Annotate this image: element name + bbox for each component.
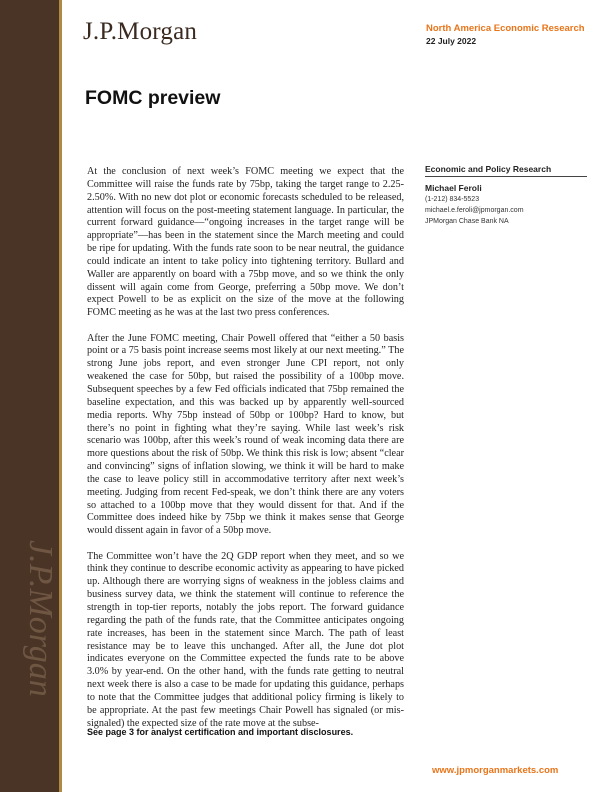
series-name: North America Economic Research xyxy=(426,23,585,34)
jpmorgan-watermark-logo xyxy=(10,540,70,710)
analyst-name: Michael Feroli xyxy=(425,183,482,193)
disclosure-note: See page 3 for analyst certification and important disclosures. xyxy=(87,727,354,737)
body-paragraph: The Committee won’t have the 2Q GDP report when they meet, and so we think they continue to describe economic activity as appearing to have picked up. Although there are worrying signs of weakness in the jobless claims and business survey data, we think the statement will continue to reference the strength in top-tier reports, notably the jobs report. The forward guidance regarding the path of the funds rate, that the Committee anticipates ongoing rate increases, has been in the statement since March. The path of least resistance may be to leave this unchanged. After all, the June dot plot indicates everyone on the Committee expected the funds rate to be above 3.0% by year-end. On the other hand, with the funds rate getting to neutral next week there is also a case to be made for updating this guidance, perhaps to note that the Committee judges that additional policy firming is likely to be appropriate. At the past few meetings Chair Powell has signaled (or mis-signaled) the expected size of the rate move at the subse- xyxy=(87,550,404,729)
page-title: FOMC preview xyxy=(85,87,221,109)
report-header xyxy=(426,23,585,46)
body-paragraph: After the June FOMC meeting, Chair Powell offered that “either a 50 basis point or a 75 basis point increase seems most likely at our next meeting.” The strong June jobs report, and even stronger June CPI report, not only weakened the case for 50bp, but raised the possibility of a 100bp move. Subsequent speeches by a few Fed officials indicated that 75bp remained the baseline expectation, and this was backed up by apparently well-sourced media reports. Why 75bp instead of 50bp or 100bp? Hard to know, but there’s no point in fighting what they’re saying. While last week’s risk scenario was 100bp, after this week’s round of weak incoming data there are more questions about the risk of 50bp. We think this risk is low; absent “clear and convincing” signs of inflation slowing, we think it will be hard to make the case to leave policy still in accommodative territory after next week’s meeting. Judging from recent Fed-speak, we don’t think there are any voters so attached to a 100bp move that they would dissent for that. And if the Committee does indeed hike by 75bp we think it makes sense that George would dissent again in favor of a 50bp move. xyxy=(87,332,404,537)
body-text xyxy=(87,166,404,743)
analyst-info xyxy=(425,164,587,226)
department-heading: Economic and Policy Research xyxy=(425,164,587,177)
analyst-email[interactable]: michael.e.feroli@jpmorgan.com xyxy=(425,207,524,214)
report-date: 22 July 2022 xyxy=(426,36,477,46)
footer-website-link[interactable]: www.jpmorganmarkets.com xyxy=(432,765,559,776)
svg-text:J.P.Morgan: J.P.Morgan xyxy=(22,540,59,697)
analyst-entity: JPMorgan Chase Bank NA xyxy=(425,218,509,225)
body-paragraph: At the conclusion of next week’s FOMC meeting we expect that the Committee will raise the funds rate by 75bp, taking the target range to 2.25-2.50%. With no new dot plot or economic forecasts scheduled to be released, attention will focus on the post-meeting statement language. In particular, the current forward guidance—“ongoing increases in the target range will be appropriate”—has been in the statement since the March meeting and could be ripe for updating. With the funds rate soon to be near neutral, the guidance could indicate an intent to take policy into tightening territory. Bullard and Waller are apparently on board with a 75bp move, and so we think the only dissent will again come from George, preferring a 50bp move. We don’t expect Powell to be as explicit on the size of the move at the following FOMC meeting as he was at the last two press conferences. xyxy=(87,166,404,319)
jpmorgan-logo: J.P.Morgan xyxy=(83,18,198,45)
analyst-phone: (1-212) 834-5523 xyxy=(425,196,480,203)
